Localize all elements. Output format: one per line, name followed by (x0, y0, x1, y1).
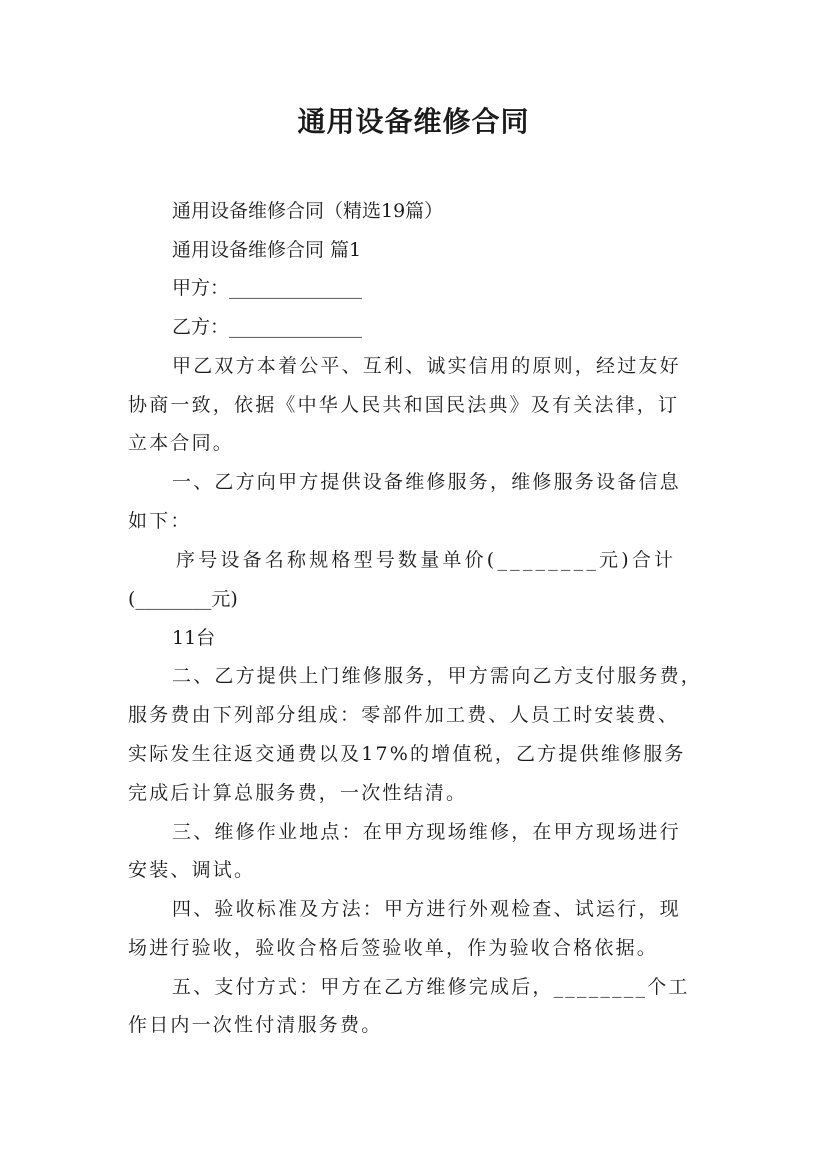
paragraph-line: 安装、调试。 (128, 859, 256, 881)
party-b-line: 乙方：______________ (172, 316, 363, 338)
document-title: 通用设备维修合同 (297, 105, 530, 138)
subtitle-line: 通用设备维修合同（精选19篇） (172, 200, 444, 222)
paragraph-line: 立本合同。 (128, 432, 235, 454)
paragraph-line: 甲乙双方本着公平、互利、诚实信用的原则，经过友好 (172, 355, 681, 377)
paragraph-line: 三、维修作业地点：在甲方现场维修，在甲方现场进行 (172, 821, 681, 843)
paragraph-line: 如下： (128, 510, 192, 532)
paragraph-line: 一、乙方向甲方提供设备维修服务，维修服务设备信息 (172, 471, 681, 493)
paragraph-line: 四、验收标准及方法：甲方进行外观检查、试运行，现 (172, 898, 681, 920)
paragraph-line: 作日内一次性付清服务费。 (128, 1014, 383, 1036)
table-row-line: 11台 (172, 627, 216, 649)
section-heading: 通用设备维修合同 篇1 (172, 239, 362, 261)
paragraph-line: 场进行验收，验收合格后签验收单，作为验收合格依据。 (128, 937, 659, 959)
table-header-line: 序号设备名称规格型号数量单价(________元)合计 (176, 549, 677, 571)
paragraph-line: 协商一致，依据《中华人民共和国民法典》及有关法律，订 (128, 394, 680, 416)
paragraph-line: 五、支付方式：甲方在乙方维修完成后，________个工 (172, 976, 690, 998)
paragraph-line: 服务费由下列部分组成：零部件加工费、人员工时安装费、 (128, 704, 680, 726)
paragraph-line: 二、乙方提供上门维修服务，甲方需向乙方支付服务费， (172, 665, 703, 687)
paragraph-line: 完成后计算总服务费，一次性结清。 (128, 782, 468, 804)
paragraph-line: 实际发生往返交通费以及17%的增值税，乙方提供维修服务 (128, 743, 686, 765)
party-a-line: 甲方：______________ (172, 277, 363, 299)
table-header-line: (________元) (128, 588, 238, 610)
